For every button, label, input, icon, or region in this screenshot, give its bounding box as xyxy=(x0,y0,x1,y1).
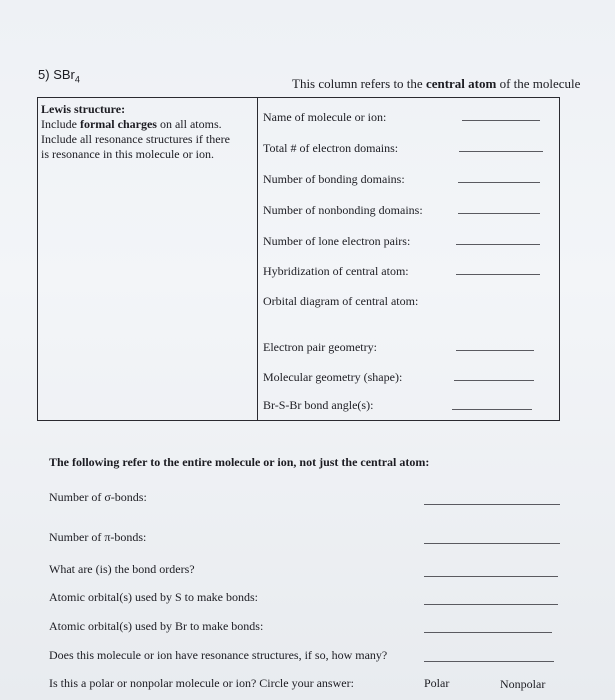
blank-lone-electron-pairs[interactable] xyxy=(456,244,540,245)
row-molecular-geometry: Molecular geometry (shape): xyxy=(263,370,403,384)
central-atom-table xyxy=(37,97,560,421)
blank-resonance[interactable] xyxy=(424,661,554,662)
row-name-of-molecule: Name of molecule or ion: xyxy=(263,110,387,124)
answer-nonpolar[interactable]: Nonpolar xyxy=(500,677,546,691)
question-polarity: Is this a polar or nonpolar molecule or ion? Circle your answer: xyxy=(49,676,354,690)
question-resonance: Does this molecule or ion have resonance structures, if so, how many? xyxy=(49,648,388,662)
blank-sigma-bonds[interactable] xyxy=(424,504,560,505)
blank-s-orbitals[interactable] xyxy=(424,604,558,605)
blank-molecular-geometry[interactable] xyxy=(454,380,534,381)
row-lone-electron-pairs: Number of lone electron pairs: xyxy=(263,234,411,248)
blank-bond-angle[interactable] xyxy=(452,409,532,410)
problem-label xyxy=(38,67,80,85)
question-br-orbitals: Atomic orbital(s) used by Br to make bonds: xyxy=(49,619,264,633)
blank-name-of-molecule[interactable] xyxy=(462,120,540,121)
row-total-electron-domains: Total # of electron domains: xyxy=(263,141,399,155)
question-bond-orders: What are (is) the bond orders? xyxy=(49,562,195,576)
lewis-instruction-3: is resonance in this molecule or ion. xyxy=(41,147,214,161)
blank-bond-orders[interactable] xyxy=(424,576,558,577)
question-pi-bonds: Number of π-bonds: xyxy=(49,530,147,544)
lewis-instruction-2: Include all resonance structures if there xyxy=(41,132,230,146)
lewis-title: Lewis structure: xyxy=(41,102,126,116)
problem-number: 5) xyxy=(38,67,50,82)
blank-bonding-domains[interactable] xyxy=(458,182,540,183)
answer-polar[interactable]: Polar xyxy=(424,676,450,690)
row-nonbonding-domains: Number of nonbonding domains: xyxy=(263,203,423,217)
question-sigma-bonds: Number of σ-bonds: xyxy=(49,490,147,504)
question-s-orbitals: Atomic orbital(s) used by S to make bonds: xyxy=(49,590,258,604)
central-atom-column-note: This column refers to the central atom of the molecule xyxy=(292,76,581,91)
blank-nonbonding-domains[interactable] xyxy=(458,213,540,214)
lewis-structure-box[interactable] xyxy=(41,102,230,162)
row-orbital-diagram: Orbital diagram of central atom: xyxy=(263,294,419,308)
row-bonding-domains: Number of bonding domains: xyxy=(263,172,405,186)
row-bond-angle: Br-S-Br bond angle(s): xyxy=(263,398,374,412)
table-divider xyxy=(257,98,258,420)
blank-total-electron-domains[interactable] xyxy=(459,151,543,152)
row-hybridization: Hybridization of central atom: xyxy=(263,264,409,278)
lewis-instruction-1: Include formal charges on all atoms. xyxy=(41,117,222,131)
entire-molecule-heading: The following refer to the entire molecule or ion, not just the central atom: xyxy=(49,455,430,469)
blank-hybridization[interactable] xyxy=(456,274,540,275)
blank-electron-pair-geometry[interactable] xyxy=(456,350,534,351)
blank-br-orbitals[interactable] xyxy=(424,632,552,633)
row-electron-pair-geometry: Electron pair geometry: xyxy=(263,340,377,354)
problem-formula: SBr$_4$ xyxy=(53,67,80,85)
blank-pi-bonds[interactable] xyxy=(424,543,560,544)
